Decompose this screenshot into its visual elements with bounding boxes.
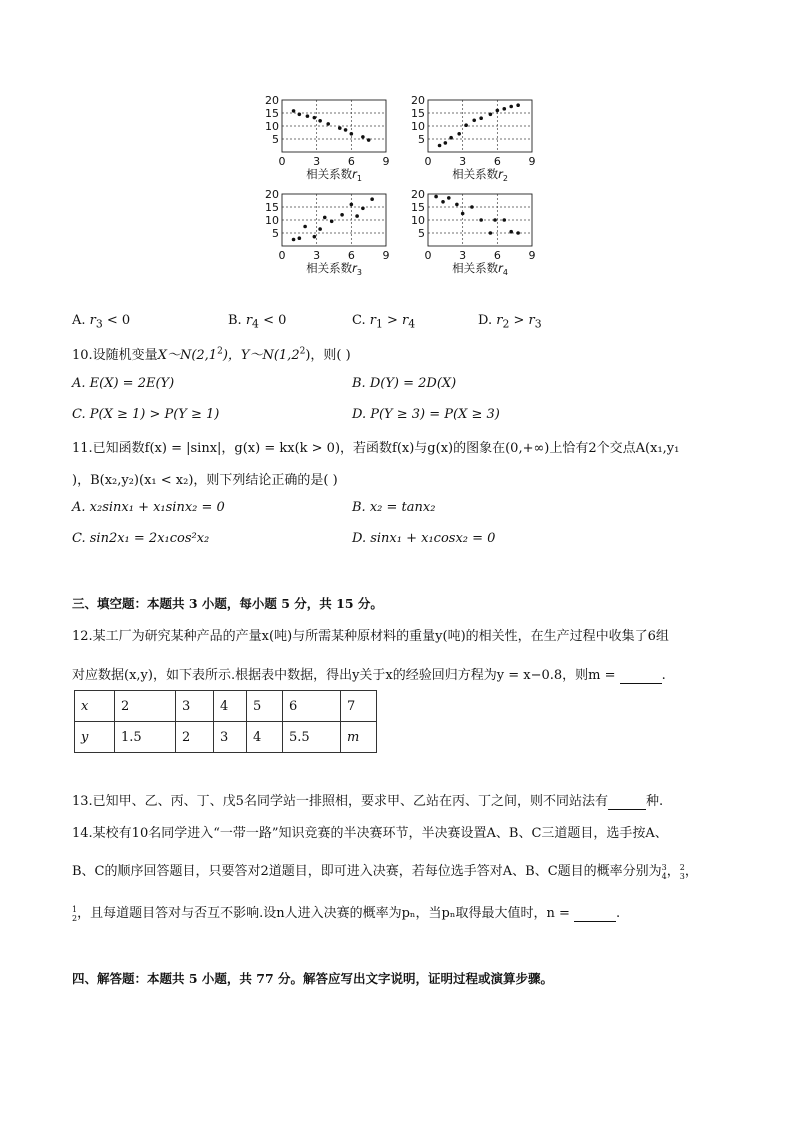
data-point (479, 116, 483, 120)
y-tick-label: 20 (411, 94, 425, 107)
y-tick-label: 10 (411, 120, 425, 133)
q9-option-d: D. $r_2 > r_3$ (478, 313, 542, 331)
q14-stem-line2: B、C的顺序回答题目，只要答对2道题目，即可进入决赛，若每位选手答对A、B、C题目的概率分别为3 4，2 3， (72, 862, 698, 881)
data-point (470, 205, 474, 209)
y-tick-label: 20 (265, 188, 279, 201)
table-cell: 5.5 (283, 722, 341, 753)
data-point (447, 196, 451, 200)
answer-blank[interactable] (620, 668, 662, 684)
data-point (509, 230, 513, 234)
q10-option-a: A. E(X) = 2E(Y) (72, 376, 175, 391)
data-point (479, 218, 483, 222)
data-point (340, 213, 344, 217)
data-point (464, 123, 468, 127)
x-tick-label: 0 (424, 155, 432, 168)
data-point (313, 235, 317, 239)
data-point (292, 238, 296, 242)
data-point (472, 118, 476, 122)
x-tick-label: 3 (313, 249, 321, 262)
data-point (361, 135, 365, 139)
q12-stem-line2: 对应数据(x,y)，如下表所示.根据表中数据，得出y关于x的经验回归方程为y = x−0.8，则m = . (72, 668, 666, 683)
data-point (350, 203, 354, 207)
data-point (367, 138, 371, 142)
section-4-heading: 四、解答题：本题共 5 小题，共 77 分。解答应写出文字说明，证明过程或演算步骤。 (72, 971, 554, 986)
data-point (516, 231, 520, 235)
answer-blank[interactable] (574, 906, 616, 922)
q9-option-b: B. $r_4 < 0$ (228, 313, 287, 331)
data-point (502, 218, 506, 222)
y-tick-label: 10 (411, 214, 425, 227)
scatter-charts (260, 92, 550, 282)
q11-stem-line1: 11.已知函数f(x) = |sinx|，g(x) = kx(k > 0)，若函数f(x)与g(x)的图象在(0,+∞)上恰有2个交点A(x₁,y₁ (72, 441, 680, 456)
table-cell: 1.5 (115, 722, 176, 753)
data-point (355, 214, 359, 218)
fraction: 2 3 (679, 862, 685, 881)
x-tick-label: 6 (493, 155, 501, 168)
data-point (489, 113, 493, 117)
data-point (434, 195, 438, 199)
y-tick-label: 5 (272, 227, 279, 240)
q14-stem-line1: 14.某校有10名同学进入“一带一路”知识竞赛的半决赛环节，半决赛设置A、B、C三道题目，选手按A、 (72, 826, 668, 841)
y-tick-label: 20 (265, 94, 279, 107)
chart-caption: 相关系数$r_2$ (452, 167, 508, 183)
x-tick-label: 9 (528, 249, 536, 262)
x-tick-label: 9 (382, 155, 390, 168)
data-point (441, 200, 445, 204)
data-point (516, 103, 520, 107)
table-cell: 2 (176, 722, 214, 753)
data-point (457, 132, 461, 136)
data-point (338, 126, 342, 130)
data-point (489, 231, 493, 235)
x-tick-label: 0 (278, 155, 286, 168)
fraction: 3 4 (661, 862, 667, 881)
data-table (74, 690, 377, 753)
data-point (313, 116, 317, 120)
q11-option-b: B. x₂ = tanx₂ (352, 500, 436, 515)
x-tick-label: 0 (278, 249, 286, 262)
table-cell: 4 (214, 691, 247, 722)
table-row (75, 722, 377, 753)
q11-option-c: C. sin2x₁ = 2x₁cos²x₂ (72, 531, 210, 546)
data-point (455, 203, 459, 207)
chart-caption: 相关系数$r_4$ (452, 261, 508, 277)
table-cell: 7 (341, 691, 377, 722)
y-tick-label: 15 (411, 107, 425, 120)
table-cell: 6 (283, 691, 341, 722)
x-tick-label: 6 (347, 155, 355, 168)
data-point (318, 227, 322, 231)
q14-stem-line3: 1 2，且每道题目答对与否互不影响.设n人进入决赛的概率为pₙ，当pₙ取得最大值时，n = . (72, 904, 621, 923)
data-point (493, 218, 497, 222)
section-3-heading: 三、填空题：本题共 3 小题，每小题 5 分，共 15 分。 (72, 596, 383, 611)
table-row (75, 691, 377, 722)
x-tick-label: 9 (382, 249, 390, 262)
x-tick-label: 0 (424, 249, 432, 262)
y-tick-label: 10 (265, 214, 279, 227)
q13-stem: 13.已知甲、乙、丙、丁、戊5名同学站一排照相，要求甲、乙站在丙、丁之间，则不同站法有 种. (72, 794, 664, 809)
table-cell: 3 (176, 691, 214, 722)
data-point (292, 109, 296, 113)
y-tick-label: 15 (411, 201, 425, 214)
chart-caption: 相关系数$r_3$ (306, 261, 362, 277)
y-tick-label: 15 (265, 107, 279, 120)
table-cell: 3 (214, 722, 247, 753)
x-tick-label: 3 (313, 155, 321, 168)
y-tick-label: 20 (411, 188, 425, 201)
q11-option-a: A. x₂sinx₁ + x₁sinx₂ = 0 (72, 500, 225, 515)
chart-caption: 相关系数$r_1$ (306, 167, 362, 183)
y-tick-label: 5 (272, 133, 279, 146)
data-point (303, 225, 307, 229)
x-tick-label: 9 (528, 155, 536, 168)
q9-option-c: C. $r_1 > r_4$ (352, 313, 416, 331)
table-cell: y (75, 722, 115, 753)
x-tick-label: 6 (493, 249, 501, 262)
data-point (370, 197, 374, 201)
answer-blank[interactable] (608, 794, 646, 810)
x-tick-label: 3 (459, 249, 467, 262)
data-point (461, 212, 465, 216)
data-point (298, 236, 302, 240)
data-point (350, 132, 354, 136)
data-point (361, 207, 365, 211)
table-cell: 4 (247, 722, 283, 753)
table-cell: 5 (247, 691, 283, 722)
data-point (438, 144, 442, 148)
data-point (496, 109, 500, 113)
table-cell: 2 (115, 691, 176, 722)
data-point (298, 113, 302, 117)
data-point (509, 105, 513, 109)
table-cell: x (75, 691, 115, 722)
data-point (344, 128, 348, 132)
data-point (444, 141, 448, 145)
table-cell: m (341, 722, 377, 753)
y-tick-label: 10 (265, 120, 279, 133)
data-point (323, 216, 327, 220)
x-tick-label: 6 (347, 249, 355, 262)
y-tick-label: 5 (418, 133, 425, 146)
q12-stem-line1: 12.某工厂为研究某种产品的产量x(吨)与所需某种原材料的重量y(吨)的相关性，在生产过程中收集了6组 (72, 629, 669, 644)
q11-stem-line2: )，B(x₂,y₂)(x₁ < x₂)，则下列结论正确的是( ) (72, 473, 338, 488)
y-tick-label: 5 (418, 227, 425, 240)
fraction: 1 2 (72, 904, 78, 923)
data-point (330, 220, 334, 224)
data-point (326, 122, 330, 126)
q11-option-d: D. sinx₁ + x₁cosx₂ = 0 (352, 531, 496, 546)
q10-stem: 10.设随机变量$X\sim N(2,1^2)$，$Y\sim N(1,2^2)$，则( ) (72, 346, 351, 363)
y-tick-label: 15 (265, 201, 279, 214)
q9-option-a: A. $r_3 < 0$ (72, 313, 131, 331)
q10-option-c: C. P(X ≥ 1) > P(Y ≥ 1) (72, 407, 220, 422)
x-tick-label: 3 (459, 155, 467, 168)
q10-option-b: B. D(Y) = 2D(X) (352, 376, 457, 391)
q10-option-d: D. P(Y ≥ 3) = P(X ≥ 3) (352, 407, 500, 422)
data-point (318, 119, 322, 123)
data-point (449, 136, 453, 140)
data-point (306, 114, 310, 118)
data-point (502, 107, 506, 111)
